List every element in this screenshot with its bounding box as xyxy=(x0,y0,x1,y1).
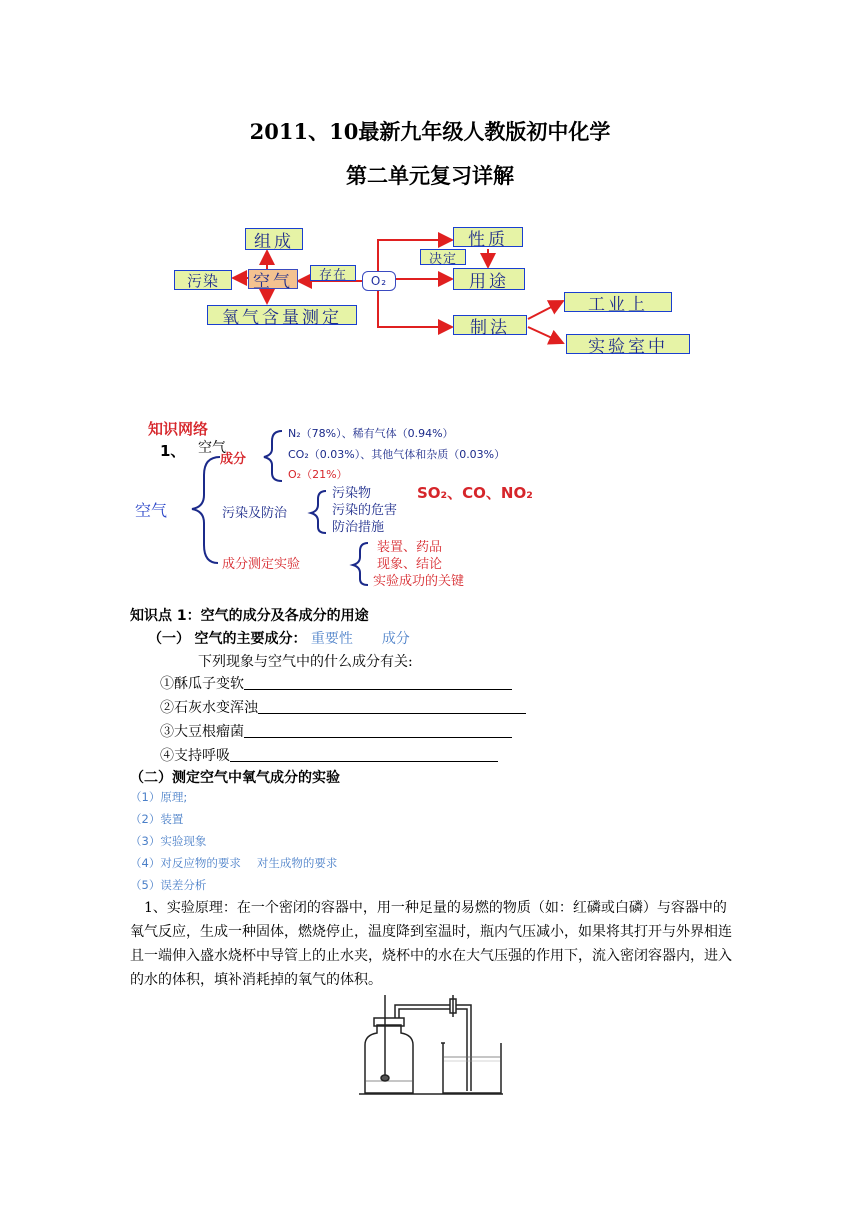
question-item-4 xyxy=(160,745,498,765)
sub-item-4 xyxy=(130,855,337,871)
kn-xianxiang: 现象、结论 xyxy=(377,557,443,572)
box-cunzai: 存在 xyxy=(310,265,356,281)
sub-item-5: （5）误差分析 xyxy=(130,878,207,892)
sec1-intro: 下列现象与空气中的什么成分有关: xyxy=(198,654,413,670)
kn-wuranwu: 污染物 xyxy=(332,486,372,501)
kn-pollutants: SO₂、CO、NO₂ xyxy=(417,484,533,502)
sec1-tag2: 成分 xyxy=(381,631,410,647)
sub-item-4b: 对生成物的要求 xyxy=(256,856,338,870)
box-zhifa: 制法 xyxy=(453,315,527,335)
answer-blank-4[interactable] xyxy=(230,747,498,762)
kn-zhuangzhi: 装置、药品 xyxy=(377,540,443,555)
knowledge-network xyxy=(130,415,630,590)
box-kongqi: 空气 xyxy=(248,269,298,289)
sec1-title: 空气的主要成分： xyxy=(194,631,307,647)
kn-chengfen: 成分 xyxy=(220,452,247,467)
principle-paragraph: 1、实验原理：在一个密闭的容器中，用一种足量的易燃的物质（如：红磷或白磷）与容器中的氧气反应，生成一种固体，燃烧停止，温度降到室温时，瓶内气压减小，如果将其打开与外界相连且一端伸入盛水烧杯中导管上的止水夹，烧杯中的水在大气压强的作用下，流入密闭容器内，进入的水的体积，填补消耗掉的氧气的体积。 xyxy=(130,900,732,988)
sec1-tag1: 重要性 xyxy=(310,631,353,647)
kn-header: 知识网络 xyxy=(148,420,209,438)
kn-ceding: 成分测定实验 xyxy=(222,557,301,572)
sub-item-1: （1）原理; xyxy=(130,790,188,804)
sub-item-2: （2）装置 xyxy=(130,812,184,826)
kn-wuran-fangzhi: 污染及防治 xyxy=(222,506,288,521)
question-text-1: ①酥瓜子变软 xyxy=(160,676,244,692)
box-gongye: 工业上 xyxy=(564,292,672,312)
apparatus-drawing xyxy=(355,985,505,1100)
kn-cuoshi: 防治措施 xyxy=(332,520,385,535)
kn-co2: CO₂（0.03%）、其他气体和杂质（0.03%） xyxy=(288,448,506,461)
kn-n2: N₂（78%）、稀有气体（0.94%） xyxy=(288,427,454,440)
kn-kongqi-big: 空气 xyxy=(135,501,168,520)
answer-blank-3[interactable] xyxy=(244,723,512,738)
apparatus-illustration xyxy=(355,985,505,1100)
kp1-title: 知识点 1：空气的成分及各成分的用途 xyxy=(130,608,369,624)
box-wuran: 污染 xyxy=(174,270,232,290)
kn-o2: O₂（21%） xyxy=(288,468,348,481)
kn-num: 1、 xyxy=(160,442,186,460)
box-zucheng: 组成 xyxy=(245,228,303,250)
kn-kongqi-small: 空气 xyxy=(198,440,226,456)
box-yongtu: 用途 xyxy=(453,268,525,290)
box-yangqi-ceding: 氧气含量测定 xyxy=(207,305,357,325)
doc-subtitle: 第二单元复习详解 xyxy=(346,163,514,188)
kn-guanjian: 实验成功的关键 xyxy=(373,574,465,589)
box-jueding: 决定 xyxy=(420,249,466,265)
box-xingzhi: 性质 xyxy=(453,227,523,247)
sub-item-3: （3）实验现象 xyxy=(130,834,207,848)
question-item-1 xyxy=(160,673,512,693)
question-text-3: ③大豆根瘤菌 xyxy=(160,724,244,740)
question-item-2 xyxy=(160,697,526,717)
question-text-2: ②石灰水变浑浊 xyxy=(160,700,258,716)
answer-blank-2[interactable] xyxy=(258,699,526,714)
question-item-3 xyxy=(160,721,512,741)
box-o2: O₂ xyxy=(362,271,396,291)
box-shiyanshi: 实验室中 xyxy=(566,334,690,354)
sec2-title: （二）测定空气中氧气成分的实验 xyxy=(130,770,340,786)
answer-blank-1[interactable] xyxy=(244,675,512,690)
kn-weihai: 污染的危害 xyxy=(332,503,398,518)
sec1-label: （一） xyxy=(148,631,190,647)
doc-title: 2011、10最新九年级人教版初中化学 xyxy=(249,119,611,144)
question-text-4: ④支持呼吸 xyxy=(160,748,230,764)
sub-item-4a: （4）对反应物的要求 xyxy=(130,856,241,870)
concept-map xyxy=(170,215,700,360)
sec1-heading xyxy=(148,628,410,648)
